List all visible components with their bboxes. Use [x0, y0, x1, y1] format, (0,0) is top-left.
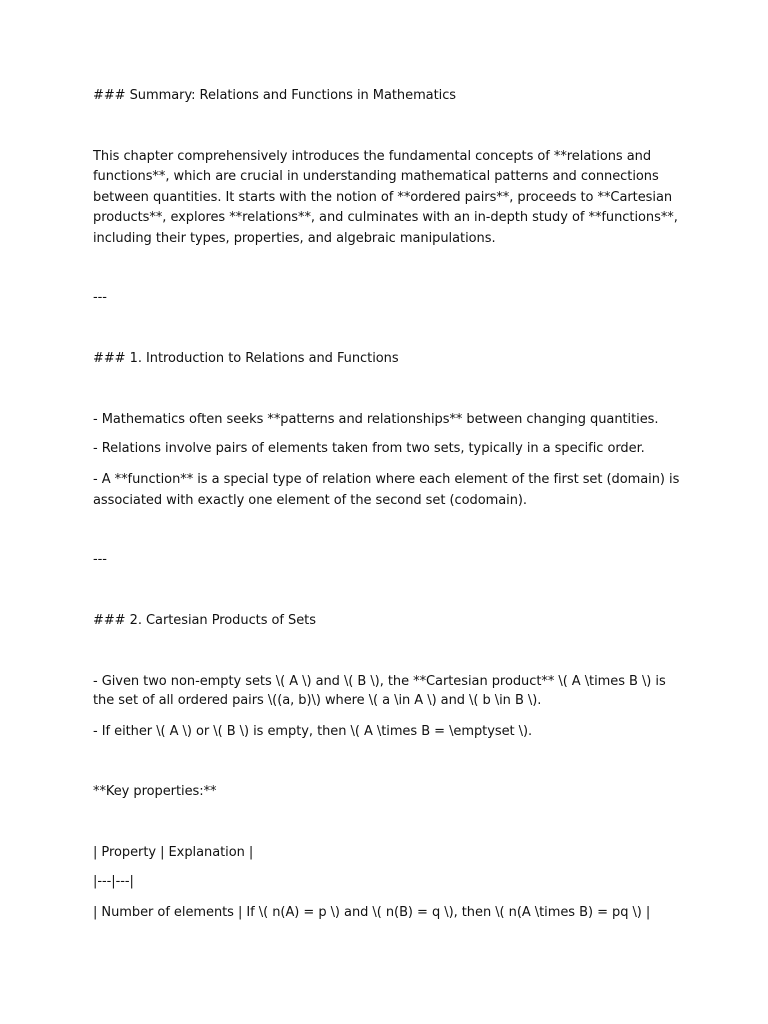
horizontal-rule-1: --- [93, 290, 107, 305]
section-1-bullet-3-line-1: - A **function** is a special type of relation where each element of the first set (domain) is [93, 472, 680, 487]
horizontal-rule-2: --- [93, 552, 107, 567]
table-row: | Number of elements | If \( n(A) = p \) and \( n(B) = q \), then \( n(A \times B) = pq \) | [93, 905, 651, 920]
intro-paragraph-line-4: products**, explores **relations**, and culminates with an in-depth study of **functions**, [93, 210, 678, 225]
section-2-bullet-2: - If either \( A \) or \( B \) is empty, then \( A \times B = \emptyset \). [93, 724, 533, 739]
section-1-bullet-2: - Relations involve pairs of elements taken from two sets, typically in a specific order. [93, 441, 645, 456]
key-properties-label: **Key properties:** [93, 784, 217, 799]
section-2-heading: ### 2. Cartesian Products of Sets [93, 613, 316, 628]
intro-paragraph-line-2: functions**, which are crucial in understanding mathematical patterns and connections [93, 169, 659, 184]
summary-heading: ### Summary: Relations and Functions in Mathematics [93, 88, 457, 103]
intro-paragraph-line-5: including their types, properties, and algebraic manipulations. [93, 231, 496, 246]
section-2-bullet-1-line-1: - Given two non-empty sets \( A \) and \( B \), the **Cartesian product** \( A \times B \) is [93, 674, 666, 689]
section-1-heading: ### 1. Introduction to Relations and Functions [93, 351, 399, 366]
section-2-bullet-1-line-2: the set of all ordered pairs \((a, b)\) where \( a \in A \) and \( b \in B \). [93, 693, 542, 708]
intro-paragraph-line-3: between quantities. It starts with the notion of **ordered pairs**, proceeds to **Cartesian [93, 190, 673, 205]
intro-paragraph-line-1: This chapter comprehensively introduces the fundamental concepts of **relations and [93, 149, 652, 164]
section-1-bullet-3-line-2: associated with exactly one element of the second set (codomain). [93, 493, 527, 508]
section-1-bullet-1: - Mathematics often seeks **patterns and relationships** between changing quantities. [93, 412, 659, 427]
table-separator-row: |---|---| [93, 874, 134, 889]
table-header-row: | Property | Explanation | [93, 845, 254, 860]
